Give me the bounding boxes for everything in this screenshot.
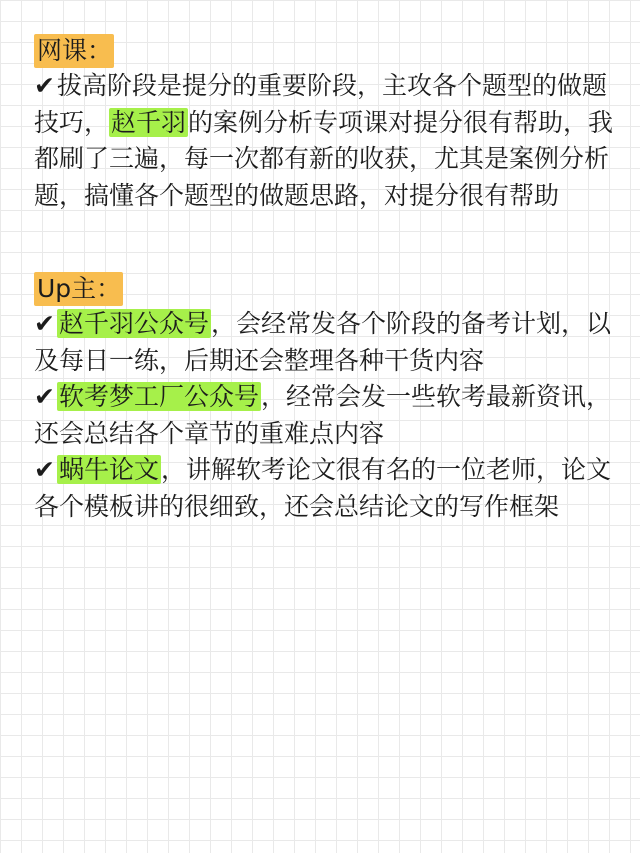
list-item-text: ，经常会发一些软考最新资讯，还会总结各个章节的重难点内容 <box>34 382 611 448</box>
section-heading-online-course: 网课： <box>34 34 114 68</box>
list-item <box>34 306 614 379</box>
list-item <box>34 452 614 525</box>
highlight-keyword: 蜗牛论文 <box>58 455 159 484</box>
paragraph-text: 的案例分析专项课对提分很有帮助，我都刷了三遍，每一次都有新的收获，尤其是案例分析题，搞懂各个题型的做题思路，对提分很有帮助 <box>34 107 614 210</box>
highlight-keyword: 赵千羽 <box>111 107 187 137</box>
check-icon: ✔ <box>34 309 55 338</box>
highlight-keyword: 软考梦工厂公众号 <box>58 382 259 411</box>
list-item <box>34 379 614 452</box>
section-heading-uploader: Up主： <box>34 272 123 306</box>
uploader-section <box>34 272 614 525</box>
highlight-keyword: 赵千羽公众号 <box>58 309 209 338</box>
check-icon: ✔ <box>34 455 55 484</box>
paragraph-text: 拔高阶段是提分的重要阶段，主攻各个题型的做题技巧， <box>34 71 607 137</box>
list-item-text: ，会经常发各个阶段的备考计划，以及每日一练，后期还会整理各种干货内容 <box>34 309 611 375</box>
online-course-section <box>34 34 614 214</box>
online-course-paragraph <box>34 68 614 214</box>
check-icon: ✔ <box>34 71 55 100</box>
list-item-text: ，讲解软考论文很有名的一位老师，论文各个模板讲的很细致，还会总结论文的写作框架 <box>34 455 611 521</box>
check-icon: ✔ <box>34 382 55 411</box>
